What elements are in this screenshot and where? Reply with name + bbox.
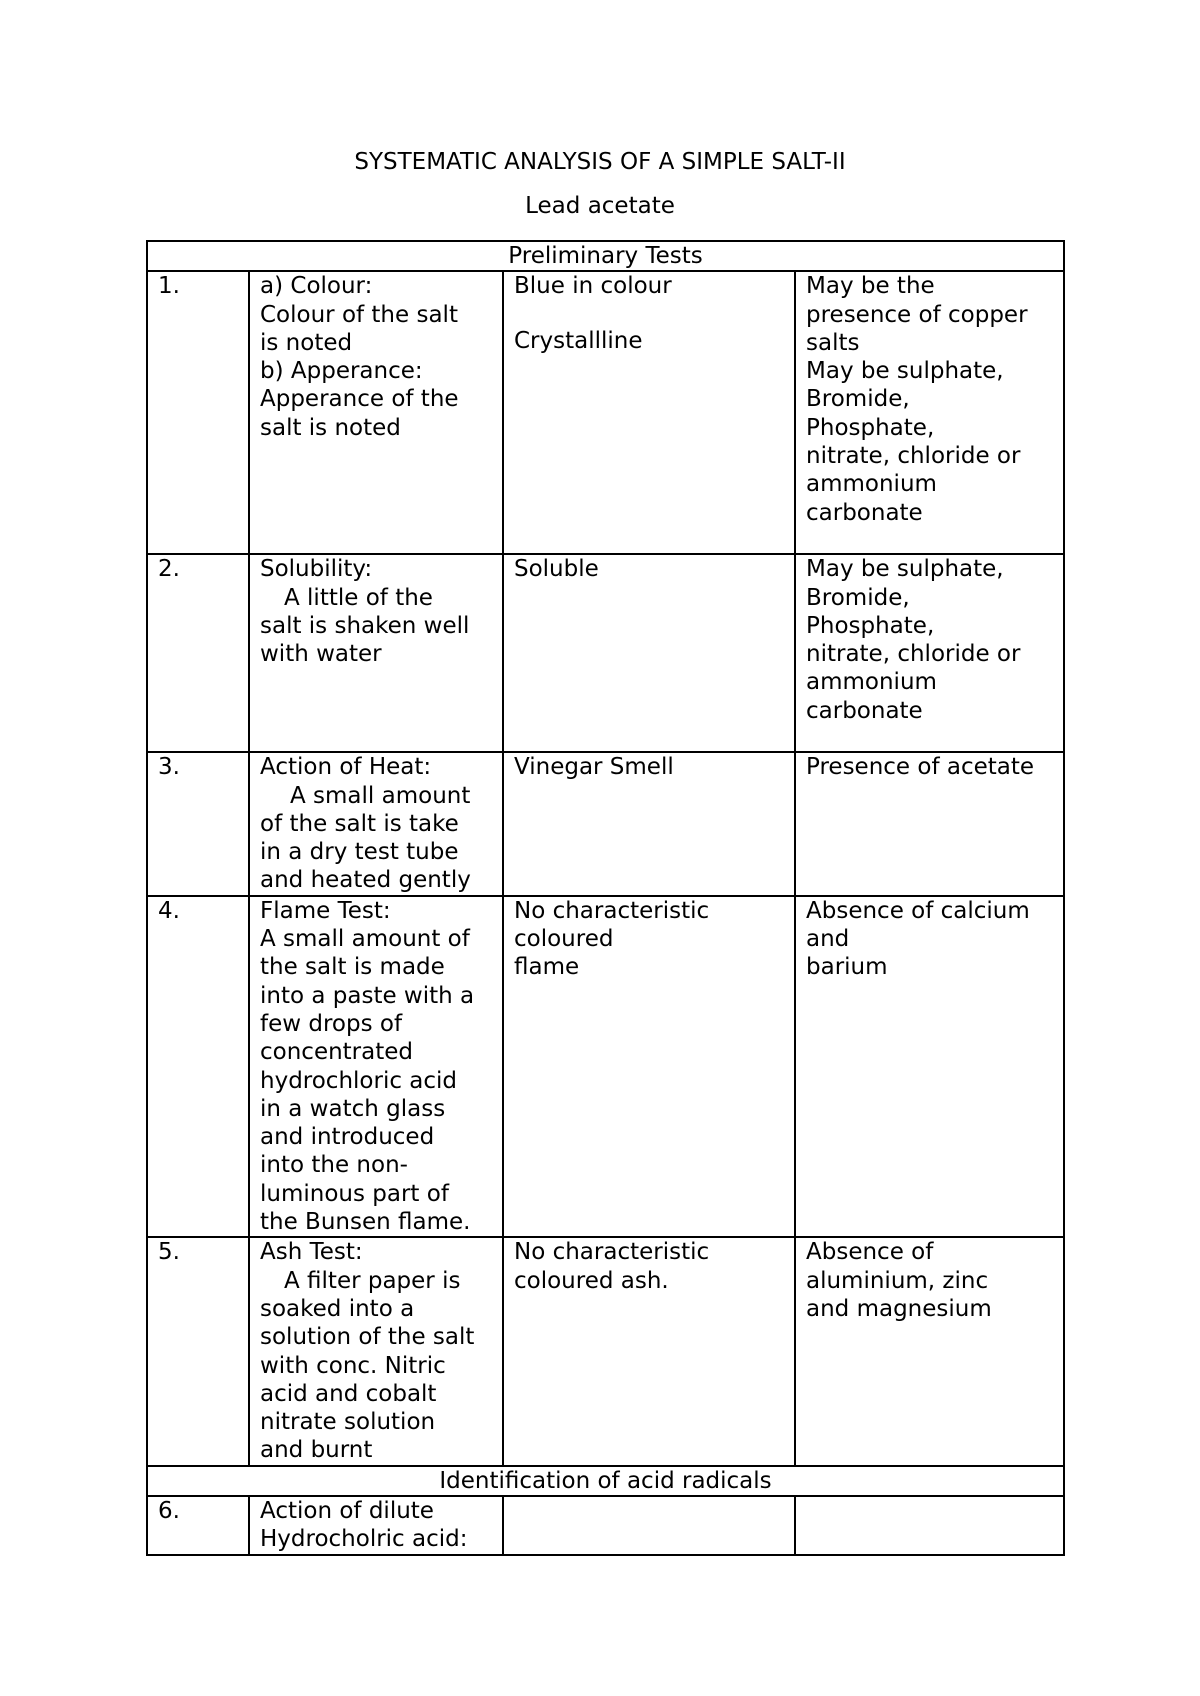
- row-number: 1.: [147, 271, 249, 554]
- inference-line: carbonate: [806, 499, 923, 526]
- inference-line: Phosphate,: [806, 612, 935, 639]
- inference-line: ammonium: [806, 669, 937, 696]
- row-number: 6.: [147, 1496, 249, 1555]
- observation-spacer: [514, 301, 784, 327]
- table-row: [147, 271, 1064, 554]
- inference-line: and: [806, 926, 850, 953]
- experiment-line: b) Apperance:: [260, 358, 423, 385]
- observation-line: flame: [514, 954, 580, 981]
- observation-cell: [503, 896, 795, 1238]
- experiment-line: A small amount: [290, 782, 471, 809]
- inference-line: Phosphate,: [806, 414, 935, 441]
- row-number: 4.: [147, 896, 249, 1238]
- experiment-line: the salt is made: [260, 954, 445, 981]
- section-heading-acid-radicals: Identification of acid radicals: [147, 1466, 1064, 1496]
- experiment-line: Colour of the salt: [260, 301, 458, 328]
- observation-cell: [503, 1496, 795, 1555]
- experiment-line: of the salt is take: [260, 810, 459, 837]
- experiment-cell: [249, 896, 503, 1238]
- inference-line: Absence of: [806, 1239, 934, 1266]
- inference-line: ammonium: [806, 471, 937, 498]
- observation-line: No characteristic: [514, 897, 710, 924]
- inference-cell: [795, 554, 1064, 752]
- observation-line: Blue in colour: [514, 273, 672, 300]
- experiment-line: in a dry test tube: [260, 839, 459, 866]
- inference-line: aluminium, zinc: [806, 1267, 989, 1294]
- table-row: [147, 1496, 1064, 1555]
- experiment-line: is noted: [260, 329, 353, 356]
- section-row-acid-radicals: [147, 1466, 1064, 1496]
- inference-line: May be sulphate,: [806, 358, 1004, 385]
- experiment-line: A small amount of: [260, 926, 470, 953]
- inference-line: nitrate, chloride or: [806, 641, 1021, 668]
- experiment-line: acid and cobalt: [260, 1380, 437, 1407]
- observation-line: Soluble: [514, 556, 599, 583]
- experiment-line: Solubility:: [260, 556, 373, 583]
- inference-cell: [795, 1237, 1064, 1465]
- experiment-line: solution of the salt: [260, 1324, 475, 1351]
- experiment-line: and introduced: [260, 1124, 435, 1151]
- experiment-line: salt is shaken well: [260, 612, 470, 639]
- table-row: [147, 554, 1064, 752]
- experiment-line: Action of dilute: [260, 1498, 434, 1525]
- observation-line: coloured: [514, 926, 614, 953]
- table-row: [147, 896, 1064, 1238]
- inference-line: Bromide,: [806, 386, 910, 413]
- experiment-line: and burnt: [260, 1437, 373, 1464]
- inference-line: Presence of acetate: [806, 754, 1035, 781]
- experiment-line: Action of Heat:: [260, 754, 432, 781]
- row-number: 2.: [147, 554, 249, 752]
- experiment-line: into the non-: [260, 1152, 408, 1179]
- experiment-line: with water: [260, 641, 382, 668]
- experiment-line: few drops of: [260, 1010, 403, 1037]
- experiment-line: Apperance of the: [260, 386, 459, 413]
- observation-cell: [503, 752, 795, 895]
- inference-line: nitrate, chloride or: [806, 443, 1021, 470]
- experiment-line: nitrate solution: [260, 1409, 436, 1436]
- experiment-line: hydrochloric acid: [260, 1067, 458, 1094]
- observation-line: Crystallline: [514, 327, 643, 354]
- row-number: 5.: [147, 1237, 249, 1465]
- experiment-line: concentrated: [260, 1039, 414, 1066]
- inference-cell: [795, 896, 1064, 1238]
- document-subtitle: Lead acetate: [525, 193, 675, 219]
- experiment-line: into a paste with a: [260, 982, 475, 1009]
- experiment-line: Ash Test:: [260, 1239, 363, 1266]
- experiment-line: salt is noted: [260, 414, 401, 441]
- experiment-line: A little of the: [284, 584, 433, 611]
- section-row-preliminary: [147, 241, 1064, 271]
- analysis-table: [146, 240, 1065, 1556]
- inference-line: Bromide,: [806, 584, 910, 611]
- row-number: 3.: [147, 752, 249, 895]
- experiment-cell: [249, 554, 503, 752]
- document-title: SYSTEMATIC ANALYSIS OF A SIMPLE SALT-II: [354, 149, 846, 175]
- observation-line: No characteristic: [514, 1239, 710, 1266]
- experiment-line: luminous part of: [260, 1180, 449, 1207]
- inference-cell: [795, 752, 1064, 895]
- experiment-line: Flame Test:: [260, 897, 391, 924]
- inference-line: and magnesium: [806, 1295, 992, 1322]
- experiment-cell: [249, 752, 503, 895]
- observation-cell: [503, 271, 795, 554]
- table-row: [147, 752, 1064, 895]
- inference-line: barium: [806, 954, 888, 981]
- experiment-line: in a watch glass: [260, 1095, 446, 1122]
- experiment-line: a) Colour:: [260, 273, 373, 300]
- observation-cell: [503, 554, 795, 752]
- experiment-line: the Bunsen flame.: [260, 1209, 471, 1236]
- experiment-cell: [249, 1237, 503, 1465]
- experiment-line: soaked into a: [260, 1295, 415, 1322]
- observation-line: coloured ash.: [514, 1267, 669, 1294]
- experiment-cell: [249, 271, 503, 554]
- section-heading-preliminary: Preliminary Tests: [147, 241, 1064, 271]
- table-row: [147, 1237, 1064, 1465]
- observation-line: Vinegar Smell: [514, 754, 674, 781]
- inference-line: May be sulphate,: [806, 556, 1004, 583]
- experiment-cell: [249, 1496, 503, 1555]
- inference-cell: [795, 271, 1064, 554]
- observation-cell: [503, 1237, 795, 1465]
- experiment-line: with conc. Nitric: [260, 1352, 446, 1379]
- experiment-line: and heated gently: [260, 867, 471, 894]
- inference-line: carbonate: [806, 697, 923, 724]
- inference-cell: [795, 1496, 1064, 1555]
- experiment-line: A filter paper is: [284, 1267, 461, 1294]
- inference-line: presence of copper: [806, 301, 1028, 328]
- experiment-line: Hydrocholric acid:: [260, 1526, 468, 1553]
- inference-line: Absence of calcium: [806, 897, 1030, 924]
- inference-line: May be the: [806, 273, 935, 300]
- inference-line: salts: [806, 329, 860, 356]
